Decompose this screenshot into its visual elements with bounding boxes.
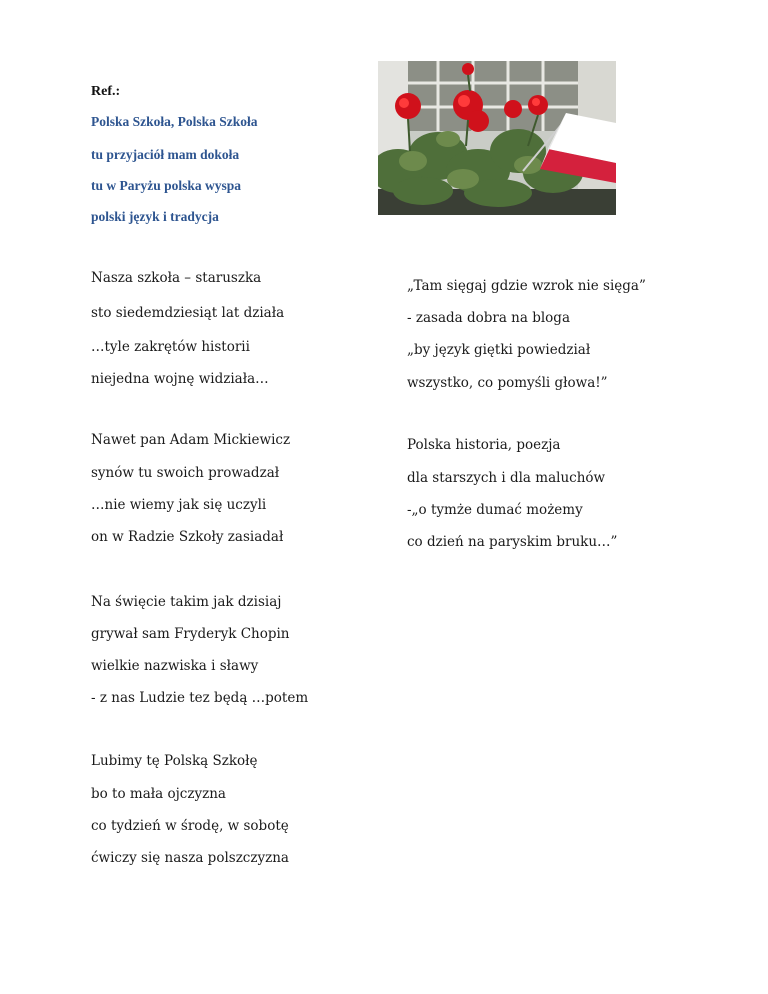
left-stanza3-line4: - z nas Ludzie tez będą …potem bbox=[91, 690, 309, 706]
left-stanza1-line4: niejedna wojnę widziała… bbox=[91, 371, 269, 387]
left-stanza4-line2: bo to mała ojczyzna bbox=[91, 786, 226, 802]
left-stanza1-line2: sto siedemdziesiąt lat działa bbox=[91, 305, 285, 321]
refrain-line-3: tu w Paryżu polska wyspa bbox=[91, 178, 242, 193]
photo-illustration bbox=[378, 61, 616, 215]
left-stanza4-line1: Lubimy tę Polską Szkołę bbox=[91, 753, 258, 769]
right-stanza2-line1: Polska historia, poezja bbox=[407, 437, 561, 453]
left-stanza3-line3: wielkie nazwiska i sławy bbox=[91, 658, 259, 674]
left-stanza4-line3: co tydzień w środę, w sobotę bbox=[91, 818, 289, 834]
refrain-line-1: Polska Szkoła, Polska Szkoła bbox=[91, 114, 258, 129]
left-stanza1-line3: …tyle zakrętów historii bbox=[91, 339, 250, 355]
right-stanza1-line3: „by język giętki powiedział bbox=[407, 342, 591, 358]
refrain-line-4: polski język i tradycja bbox=[91, 209, 219, 224]
left-stanza3-line2: grywał sam Fryderyk Chopin bbox=[91, 626, 290, 642]
right-stanza1-line4: wszystko, co pomyśli głowa!” bbox=[407, 375, 608, 391]
left-stanza2-line2: synów tu swoich prowadzał bbox=[91, 465, 280, 481]
right-stanza1-line2: - zasada dobra na bloga bbox=[407, 310, 570, 326]
left-stanza1-line1: Nasza szkoła – staruszka bbox=[91, 270, 262, 286]
right-stanza1-line1: „Tam sięgaj gdzie wzrok nie sięga” bbox=[407, 278, 646, 294]
left-stanza3-line1: Na święcie takim jak dzisiaj bbox=[91, 594, 282, 610]
left-stanza4-line4: ćwiczy się nasza polszczyzna bbox=[91, 850, 289, 866]
refrain-label: Ref.: bbox=[91, 84, 121, 99]
left-stanza2-line4: on w Radzie Szkoły zasiadał bbox=[91, 529, 284, 545]
geranium-flag-photo bbox=[378, 61, 616, 215]
right-stanza2-line2: dla starszych i dla maluchów bbox=[407, 470, 606, 486]
right-stanza2-line3: -„o tymże dumać możemy bbox=[407, 502, 583, 518]
left-stanza2-line1: Nawet pan Adam Mickiewicz bbox=[91, 432, 291, 448]
right-stanza2-line4: co dzień na paryskim bruku…” bbox=[407, 534, 618, 550]
left-stanza2-line3: …nie wiemy jak się uczyli bbox=[91, 497, 267, 513]
refrain-line-2: tu przyjaciół mam dokoła bbox=[91, 147, 240, 162]
